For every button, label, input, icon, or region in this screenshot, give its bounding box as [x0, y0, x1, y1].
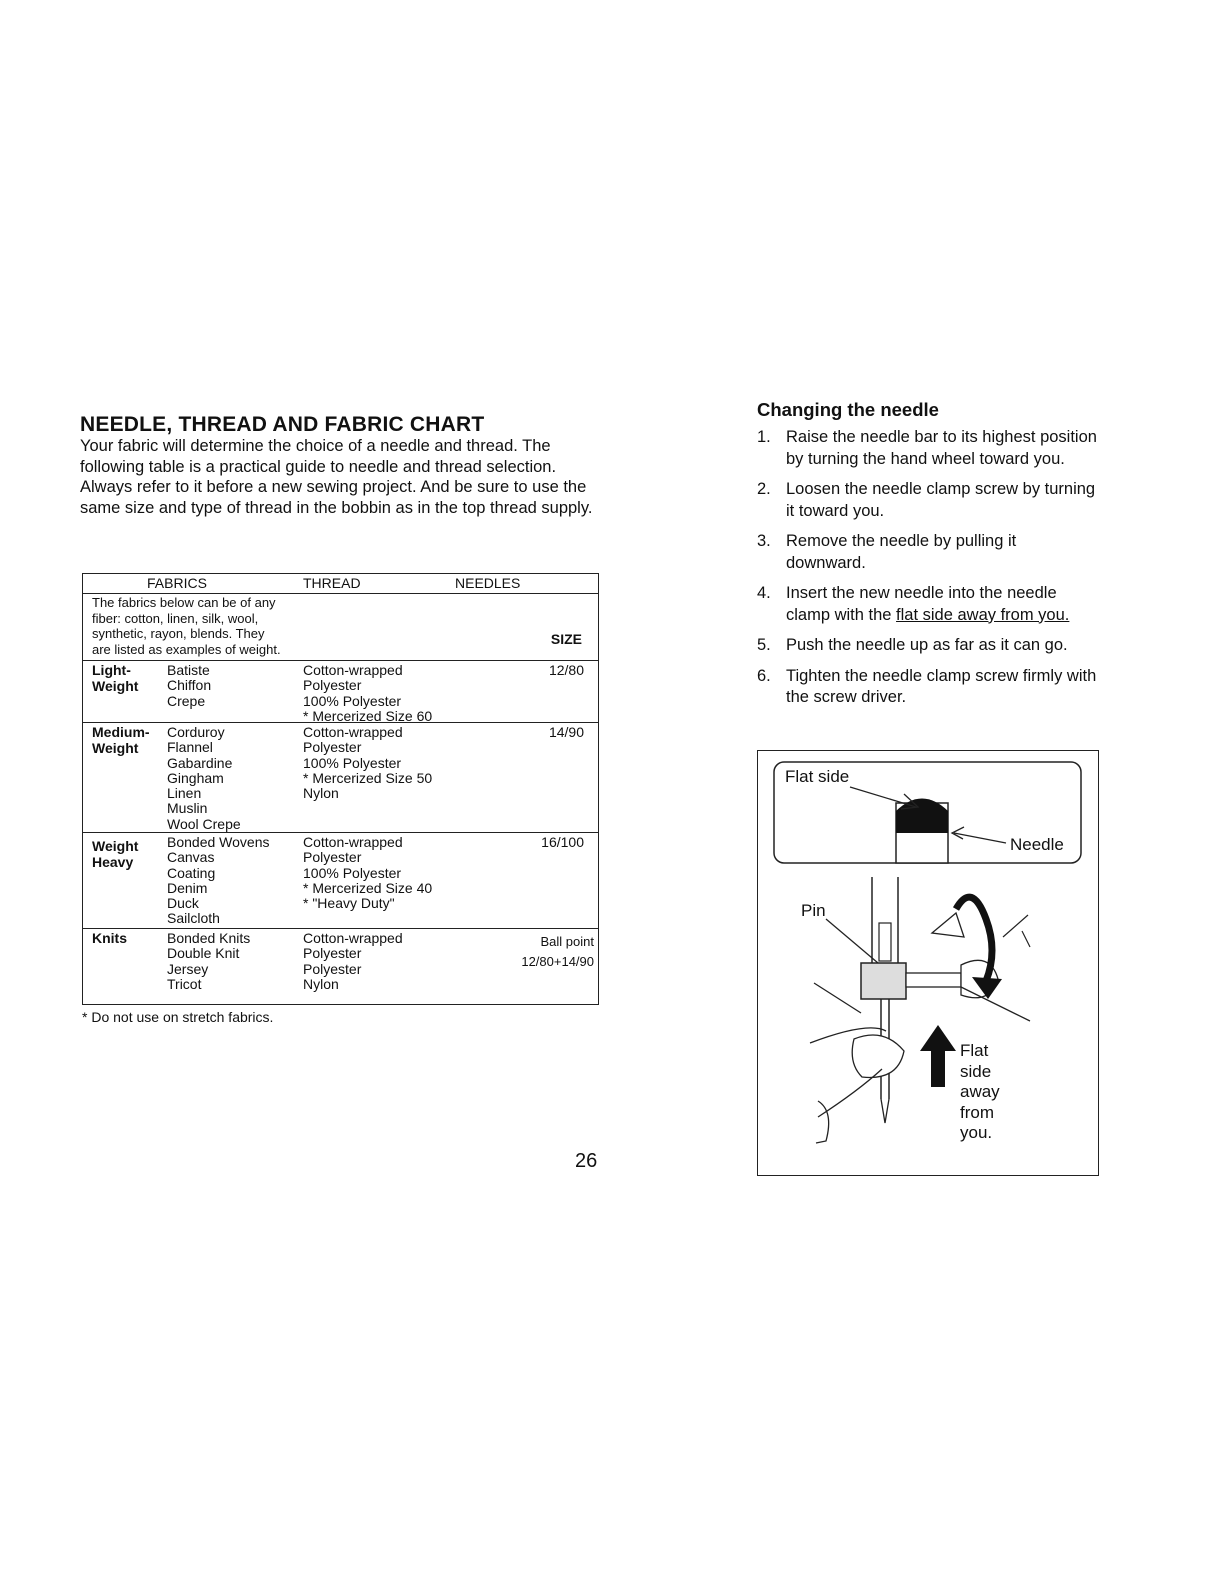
needle-size — [521, 932, 594, 972]
needle-size — [549, 725, 584, 740]
table-row-light-weight — [83, 660, 598, 723]
table-note — [92, 595, 422, 657]
thread-item: Polyester — [303, 945, 362, 962]
thread-item: 100% Polyester — [303, 754, 402, 771]
up-arrow-icon — [920, 1025, 956, 1087]
steps-list — [757, 427, 1099, 718]
thread-item: Polyester — [303, 960, 362, 977]
fabric-item: Crepe — [167, 692, 206, 709]
label-arrow-caption — [960, 1041, 1000, 1144]
category-line: Weight — [92, 838, 139, 854]
size-value: 16/100 — [541, 834, 584, 850]
header-thread: THREAD — [303, 575, 361, 591]
category-line: Light- — [92, 662, 131, 678]
thread-item: Nylon — [303, 785, 339, 802]
category-label — [92, 725, 167, 756]
table-row-heavy-weight — [83, 832, 598, 929]
fabric-list — [167, 663, 211, 709]
fabric-item: Flannel — [167, 739, 213, 756]
step-item — [757, 427, 1099, 470]
caption-line: Flat — [960, 1041, 989, 1060]
table-header-row — [83, 574, 598, 594]
chart-footnote: * Do not use on stretch fabrics. — [82, 1009, 274, 1025]
fabric-chart-table — [82, 573, 599, 1005]
category-line: Knits — [92, 930, 127, 946]
step-text: Remove the needle by pulling it downward. — [786, 532, 1017, 572]
pin-pointer — [826, 919, 878, 963]
step-item — [757, 635, 1099, 657]
size-value: 12/80 — [548, 662, 584, 678]
chart-title: NEEDLE, THREAD AND FABRIC CHART — [80, 413, 485, 436]
category-line: Medium- — [92, 724, 150, 740]
step-text-underlined: flat side away from you. — [896, 605, 1070, 624]
step-number: 6. — [757, 666, 771, 685]
table-row-medium-weight — [83, 722, 598, 833]
thread-item: * Mercerized Size 40 — [303, 879, 433, 896]
flat-side-pointer — [850, 787, 916, 807]
step-number: 5. — [757, 636, 771, 654]
section-title: Changing the needle — [757, 399, 939, 420]
needle-size — [549, 663, 584, 678]
thread-list — [303, 663, 432, 724]
note-line: fiber: cotton, linen, silk, wool, — [92, 610, 259, 626]
fabric-item: Gabardine — [167, 754, 233, 771]
illustration-drawing — [758, 751, 1100, 1177]
fabric-item: Wool Crepe — [167, 815, 241, 832]
needle-illustration — [757, 750, 1099, 1176]
step-item — [757, 479, 1099, 522]
step-text: Tighten the needle clamp screw firmly with the screw driver. — [786, 666, 1097, 706]
fabric-item: Double Knit — [167, 945, 240, 962]
category-label — [92, 663, 167, 694]
header-needles: NEEDLES — [455, 575, 521, 591]
thread-item: * Mercerized Size 60 — [303, 707, 433, 724]
category-line: Heavy — [92, 853, 134, 870]
thread-item: Polyester — [303, 849, 362, 866]
fabric-item: Jersey — [167, 960, 209, 977]
needle-clamp-icon — [861, 963, 906, 999]
step-text: Push the needle up as far as it can go. — [786, 636, 1068, 654]
fabric-item: Sailcloth — [167, 910, 220, 927]
step-number: 2. — [757, 480, 771, 498]
fabric-item: Linen — [167, 785, 202, 802]
thread-item: Polyester — [303, 739, 362, 756]
caption-line: from — [960, 1102, 994, 1122]
fabric-list — [167, 835, 269, 927]
thread-item: Nylon — [303, 975, 339, 992]
label-pin: Pin — [801, 901, 826, 920]
fabric-item: Duck — [167, 895, 199, 912]
thread-list — [303, 835, 432, 911]
step-number: 3. — [757, 532, 771, 550]
step-text: Loosen the needle clamp screw by turning it toward you. — [786, 480, 1096, 520]
category-line: Weight — [92, 677, 139, 694]
thread-item: Cotton-wrapped — [303, 662, 403, 678]
needle-size — [541, 835, 584, 850]
size-value: 12/80+14/90 — [521, 954, 594, 969]
step-text: Raise the needle bar to its highest position by turning the hand wheel toward you. — [786, 428, 1097, 468]
chart-intro-paragraph: Your fabric will determine the choice of a needle and thread. The following table is a practical guide to needle and thread selection. Always refer to it before a new sewing project. And be sure to use the same size and type of thread in the bobbin as in the top thread supply. — [80, 437, 593, 517]
thread-list — [303, 725, 432, 801]
thread-item: Cotton-wrapped — [303, 724, 403, 740]
category-label — [92, 839, 167, 870]
thread-item: * "Heavy Duty" — [303, 895, 395, 912]
fabric-item: Batiste — [167, 662, 210, 678]
table-row-knits — [83, 928, 598, 1005]
note-line: The fabrics below can be of any — [92, 595, 276, 610]
fabric-item: Coating — [167, 864, 216, 881]
thread-item: Polyester — [303, 677, 362, 694]
fabric-item: Bonded Knits — [167, 930, 251, 946]
size-column-label: SIZE — [550, 631, 582, 647]
step-text: Insert the new needle into the needle clamp with the — [786, 584, 1057, 624]
fabric-item: Corduroy — [167, 724, 225, 740]
category-label — [92, 931, 167, 947]
thread-item: Cotton-wrapped — [303, 930, 403, 946]
step-number: 1. — [757, 428, 771, 446]
caption-line: you. — [960, 1123, 993, 1142]
thread-item: 100% Polyester — [303, 692, 402, 709]
caption-line: away — [960, 1082, 1000, 1101]
label-flat-side: Flat side — [785, 767, 850, 786]
size-value: Ball point — [540, 934, 594, 949]
note-line: are listed as examples of weight. — [92, 641, 281, 657]
header-fabrics: FABRICS — [147, 575, 207, 591]
fabric-item: Denim — [167, 879, 208, 896]
thread-item: * Mercerized Size 50 — [303, 769, 433, 786]
fabric-list — [167, 725, 241, 832]
note-line: synthetic, rayon, blends. They — [92, 626, 265, 641]
step-item — [757, 531, 1099, 574]
fabric-item: Gingham — [167, 769, 224, 786]
label-needle: Needle — [1010, 835, 1064, 854]
fabric-item: Tricot — [167, 975, 202, 992]
caption-line: side — [960, 1061, 992, 1081]
step-number: 4. — [757, 584, 771, 602]
fabric-item: Chiffon — [167, 677, 212, 694]
thread-item: Cotton-wrapped — [303, 834, 403, 850]
fabric-list — [167, 931, 250, 992]
size-value: 14/90 — [548, 724, 584, 740]
step-item — [757, 583, 1099, 626]
page-number: 26 — [575, 1150, 598, 1172]
category-line: Weight — [92, 739, 139, 756]
fabric-item: Canvas — [167, 849, 215, 866]
thread-list — [303, 931, 403, 992]
fabric-item: Bonded Wovens — [167, 834, 270, 850]
fabric-item: Muslin — [167, 800, 208, 817]
step-item — [757, 666, 1099, 709]
thread-item: 100% Polyester — [303, 864, 402, 881]
